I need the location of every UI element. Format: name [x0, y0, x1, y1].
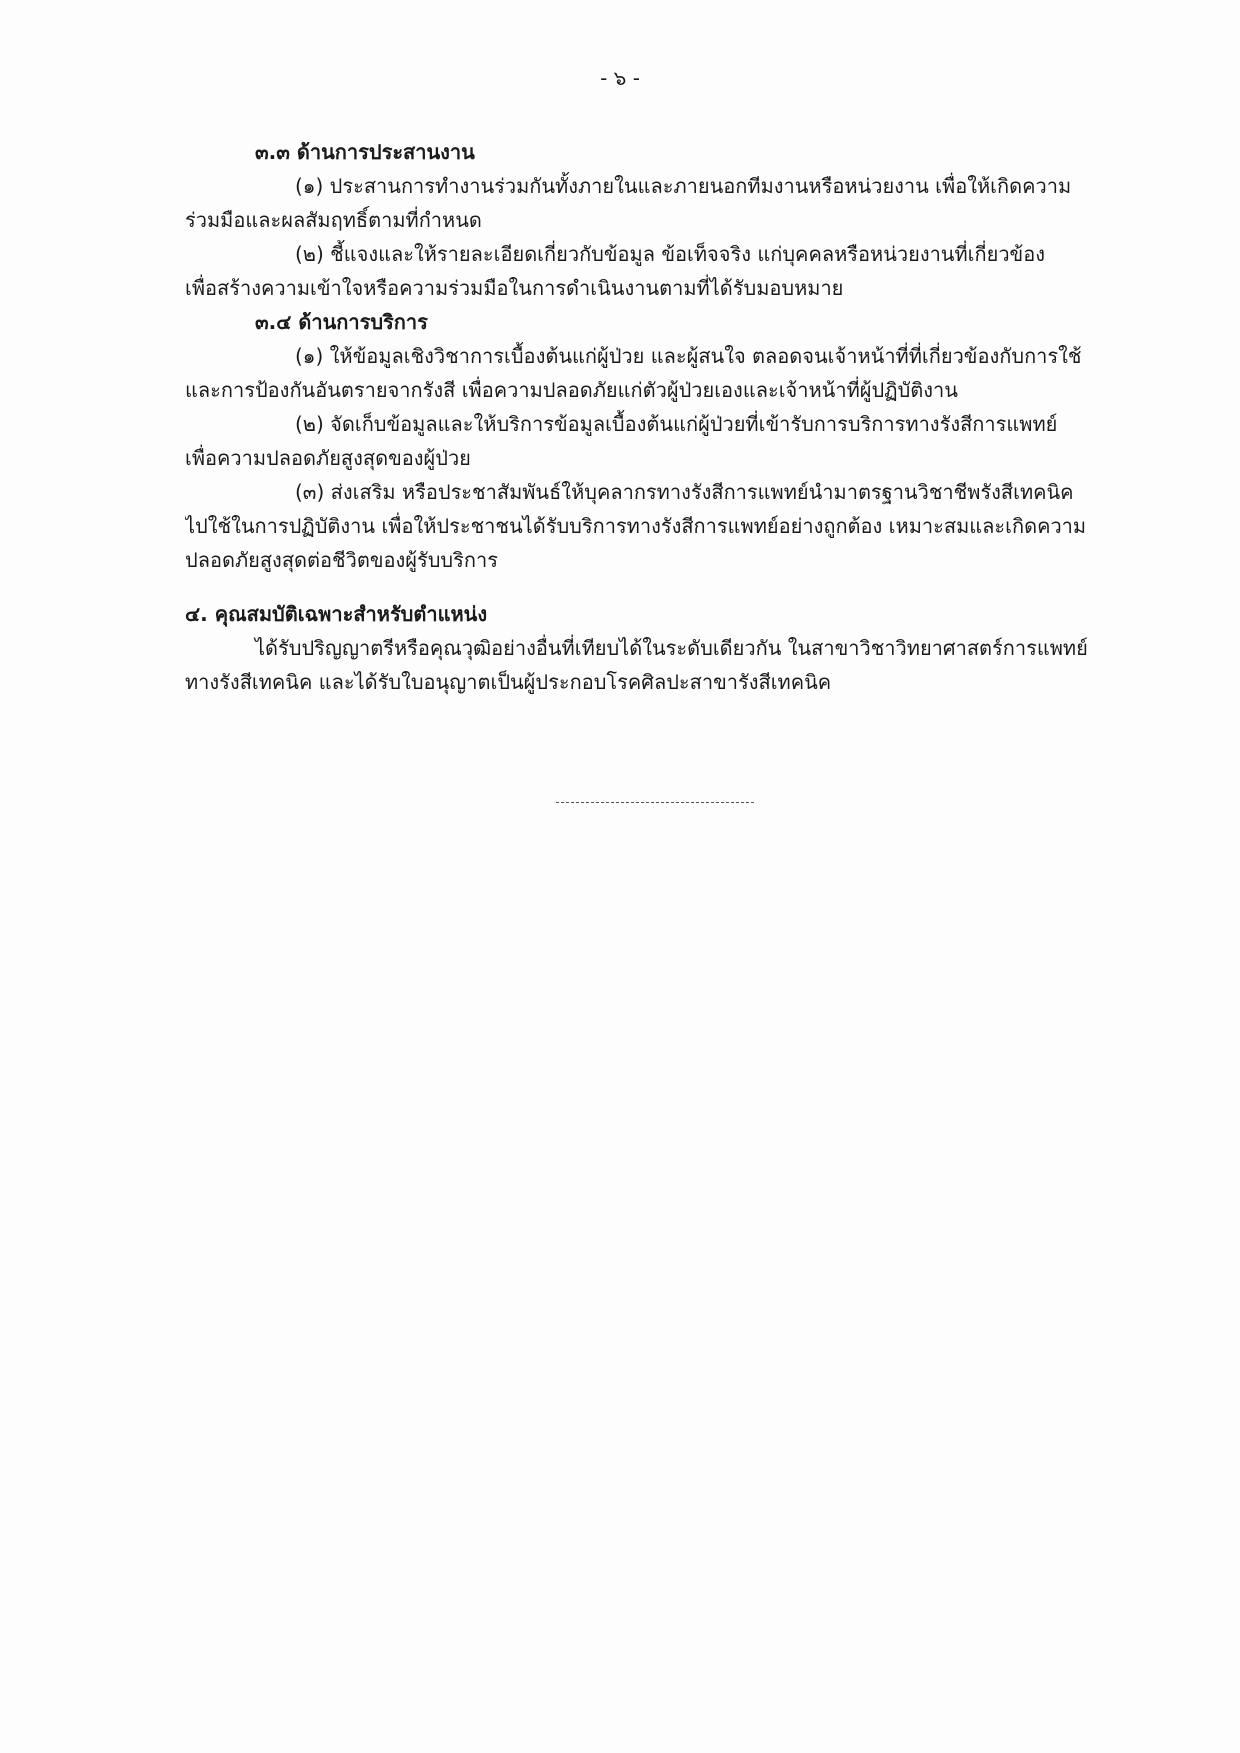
text-line: (๑) ประสานการทำงานร่วมกันทั้งภายในและภายนอกทีมงานหรือหน่วยงาน เพื่อให้เกิดความ [295, 174, 1072, 198]
text-line: (๑) ให้ข้อมูลเชิงวิชาการเบื้องต้นแก่ผู้ป่วย และผู้สนใจ ตลอดจนเจ้าหน้าที่ที่เกี่ยวข้องกับการใช้ [295, 344, 1082, 368]
document-body [185, 135, 1125, 699]
page-number: - ๖ - [600, 66, 640, 90]
text-line: (๒) จัดเก็บข้อมูลและให้บริการข้อมูลเบื้องต้นแก่ผู้ป่วยที่เข้ารับการบริการทางรังสีการแพทย์ [295, 412, 1058, 436]
text-line: ได้รับปริญญาตรีหรือคุณวุฒิอย่างอื่นที่เทียบได้ในระดับเดียวกัน ในสาขาวิชาวิทยาศาสตร์การแพทย์ [255, 636, 1088, 660]
paragraph-3-3-2 [185, 237, 1125, 305]
text-line: (๒) ชี้แจงและให้รายละเอียดเกี่ยวกับข้อมูล ข้อเท็จจริง แก่บุคคลหรือหน่วยงานที่เกี่ยวข้อง [295, 242, 1046, 266]
section-heading-4: ๔. คุณสมบัติเฉพาะสำหรับตำแหน่ง [185, 602, 488, 626]
text-line: ไปใช้ในการปฏิบัติงาน เพื่อให้ประชาชนได้รับบริการทางรังสีการแพทย์อย่างถูกต้อง เหมาะสมและเกิดความ [185, 514, 1087, 538]
end-divider-line [556, 802, 754, 803]
text-line: ปลอดภัยสูงสุดต่อชีวิตของผู้รับบริการ [185, 548, 498, 572]
text-line: ทางรังสีเทคนิค และได้รับใบอนุญาตเป็นผู้ประกอบโรคศิลปะสาขารังสีเทคนิค [185, 670, 832, 694]
paragraph-3-3-1 [185, 169, 1125, 237]
paragraph-3-4-2 [185, 407, 1125, 475]
section-heading-3-3: ๓.๓ ด้านการประสานงาน [255, 140, 475, 164]
text-line: เพื่อความปลอดภัยสูงสุดของผู้ป่วย [185, 446, 471, 470]
paragraph-3-4-1 [185, 339, 1125, 407]
paragraph-3-4-3 [185, 475, 1125, 577]
text-line: ร่วมมือและผลสัมฤทธิ์ตามที่กำหนด [185, 208, 482, 232]
paragraph-4-1 [185, 631, 1125, 699]
text-line: และการป้องกันอันตรายจากรังสี เพื่อความปลอดภัยแก่ตัวผู้ป่วยเองและเจ้าหน้าที่ผู้ปฏิบัติงาน [185, 378, 958, 402]
text-line: เพื่อสร้างความเข้าใจหรือความร่วมมือในการดำเนินงานตามที่ได้รับมอบหมาย [185, 276, 844, 300]
section-heading-3-4: ๓.๔ ด้านการบริการ [255, 310, 428, 334]
text-line: (๓) ส่งเสริม หรือประชาสัมพันธ์ให้บุคลากรทางรังสีการแพทย์นำมาตรฐานวิชาชีพรังสีเทคนิค [295, 480, 1074, 504]
